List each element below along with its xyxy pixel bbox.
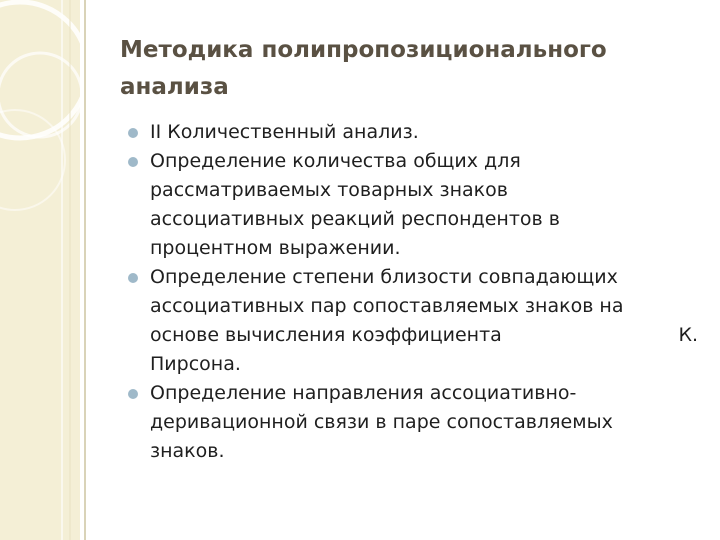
bullet-3-line-3 [150,321,698,350]
bullet-dot-icon [128,157,138,167]
bullet-4-line-2: деривационной связи в паре сопоставляемых [150,411,613,433]
decorative-circles [0,0,80,540]
bullet-dot-icon [128,128,138,138]
bullet-item-4 [128,379,698,466]
bullet-3-line-3-right: К. [678,324,698,346]
bullet-4-line-3: знаков. [150,440,225,462]
bullet-4-line-1: Определение направления ассоциативно- [150,382,577,404]
bullet-2-line-4: процентном выражении. [150,237,401,259]
title-line-2: анализа [120,74,229,100]
bullet-item-3 [128,263,698,379]
bullet-item-2 [128,147,698,263]
title-line-1: Методика полипропозиционального [120,37,607,63]
bullet-list [128,118,698,466]
bullet-2-line-3: ассоциативных реакций респондентов в [150,208,560,230]
bullet-item-1 [128,118,698,147]
decorative-side-panel [0,0,80,540]
bullet-dot-icon [128,273,138,283]
bullet-dot-icon [128,389,138,399]
bullet-2-line-2: рассматриваемых товарных знаков [150,179,508,201]
bullet-3-line-3-left: основе вычисления коэффициента [150,324,502,346]
side-divider [84,0,86,540]
bullet-3-line-2: ассоциативных пар сопоставляемых знаков на [150,295,624,317]
bullet-2-line-1: Определение количества общих для [150,150,521,172]
bullet-3-line-1: Определение степени близости совпадающих [150,266,618,288]
bullet-1-line-1: II Количественный анализ. [150,121,419,143]
bullet-3-line-4: Пирсона. [150,353,241,375]
slide-title [120,32,690,106]
